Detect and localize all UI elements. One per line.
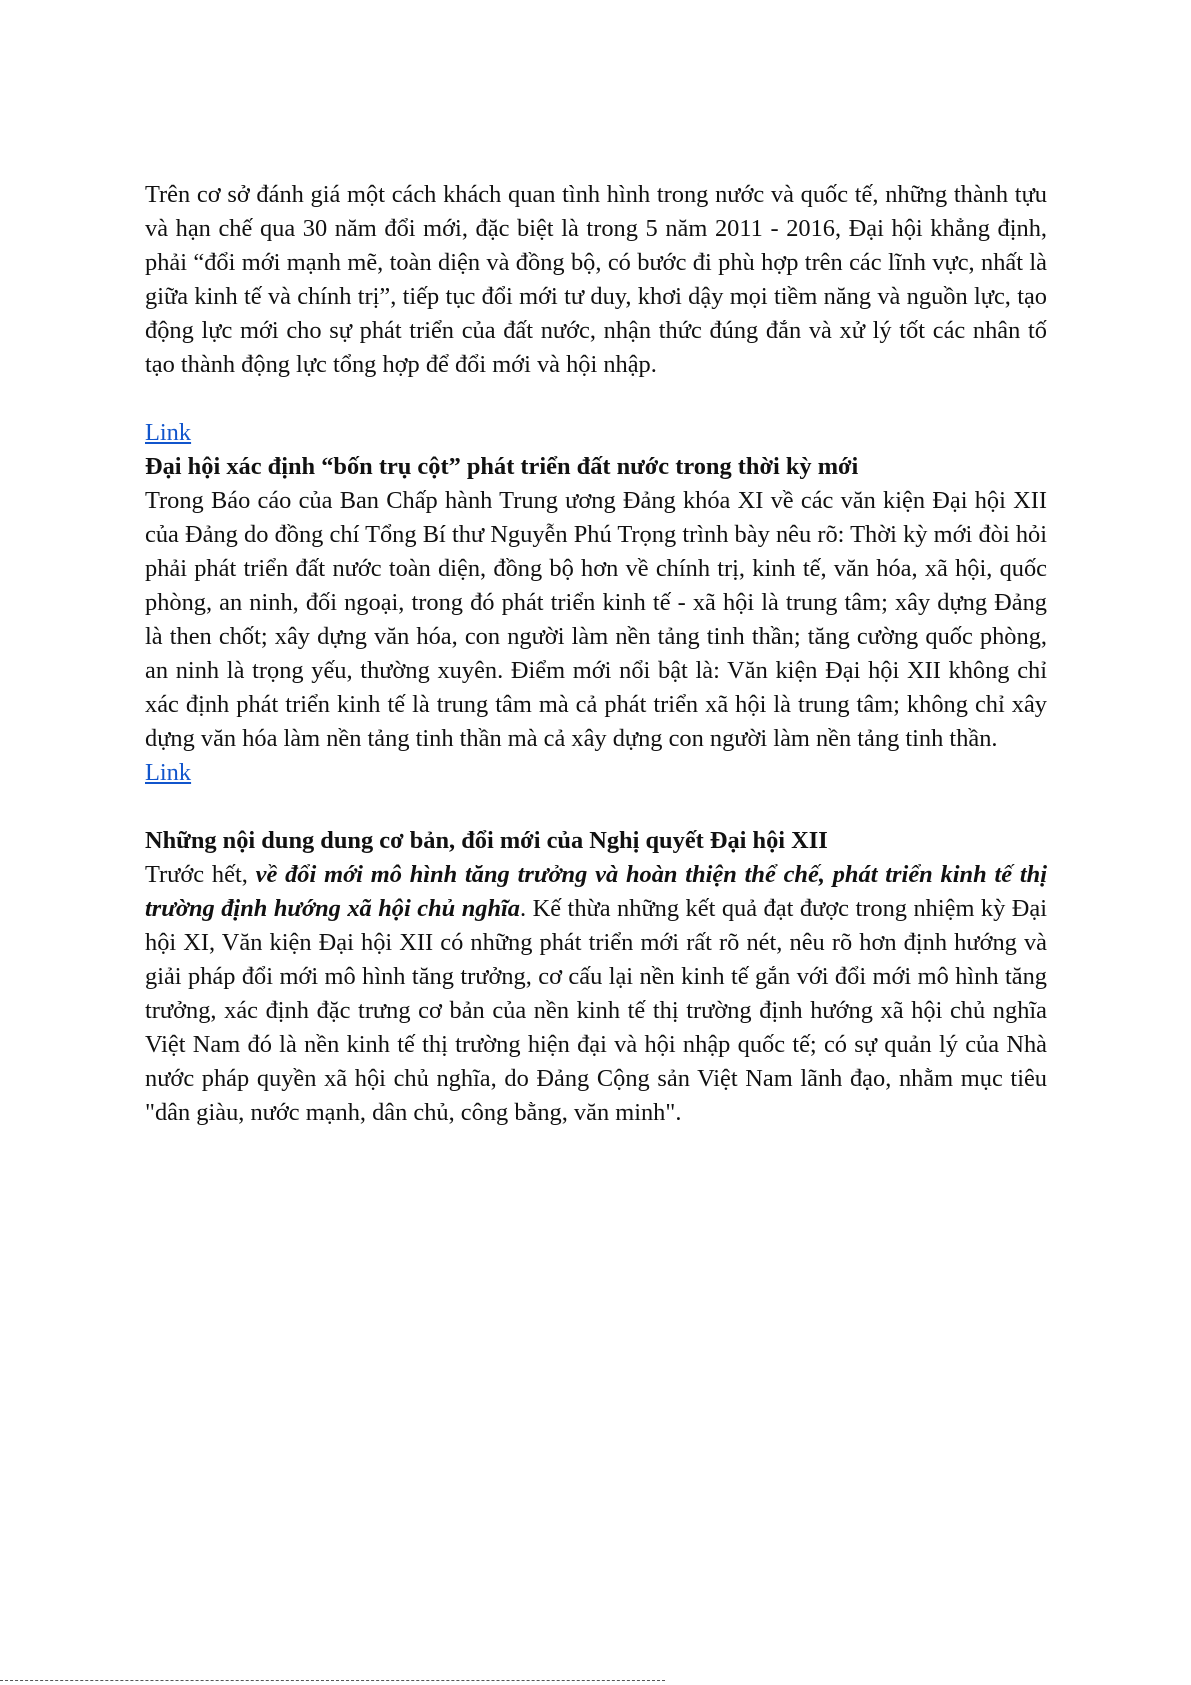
spacer [145,790,1047,824]
spacer [145,382,1047,416]
section-heading-resolution: Những nội dung dung cơ bản, đổi mới của Nghị quyết Đại hội XII [145,827,828,854]
page-bottom-rule [0,1680,665,1681]
four-pillars-paragraph: Trong Báo cáo của Ban Chấp hành Trung ương Đảng khóa XI về các văn kiện Đại hội XII của Đảng do đồng chí Tổng Bí thư Nguyễn Phú Trọng trình bày nêu rõ: Thời kỳ mới đòi hỏi phải phát triển đất nước toàn diện, đồng bộ hơn về chính trị, kinh tế, văn hóa, xã hội, quốc phòng, an ninh, đối ngoại, trong đó phát triển kinh tế - xã hội là trung tâm; xây dựng Đảng là then chốt; xây dựng văn hóa, con người làm nền tảng tinh thần; tăng cường quốc phòng, an ninh là trọng yếu, thường xuyên. Điểm mới nổi bật là: Văn kiện Đại hội XII không chỉ xác định phát triển kinh tế là trung tâm mà cả phát triển xã hội là trung tâm; không chỉ xây dựng văn hóa làm nền tảng tinh thần mà cả xây dựng con người làm nền tảng tinh thần. [145,487,1047,752]
resolution-body-text: . Kế thừa những kết quả đạt được trong nhiệm kỳ Đại hội XI, Văn kiện Đại hội XII có những phát triển mới rất rõ nét, nêu rõ hơn định hướng và giải pháp đổi mới mô hình tăng trưởng, cơ cấu lại nền kinh tế gắn với đổi mới mô hình tăng trưởng, xác định đặc trưng cơ bản của nền kinh tế thị trường định hướng xã hội chủ nghĩa Việt Nam đó là nền kinh tế thị trường hiện đại và hội nhập quốc tế; có sự quản lý của Nhà nước pháp quyền xã hội chủ nghĩa, do Đảng Cộng sản Việt Nam lãnh đạo, nhằm mục tiêu "dân giàu, nước mạnh, dân chủ, công bằng, văn minh". [145,895,1048,1126]
document-page [145,178,1047,1130]
section-heading-four-pillars: Đại hội xác định “bốn trụ cột” phát triển đất nước trong thời kỳ mới [145,453,859,480]
intro-paragraph: Trên cơ sở đánh giá một cách khách quan tình hình trong nước và quốc tế, những thành tựu và hạn chế qua 30 năm đổi mới, đặc biệt là trong 5 năm 2011 - 2016, Đại hội khẳng định, phải “đổi mới mạnh mẽ, toàn diện và đồng bộ, có bước đi phù hợp trên các lĩnh vực, nhất là giữa kinh tế và chính trị”, tiếp tục đổi mới tư duy, khơi dậy mọi tiềm năng và nguồn lực, tạo động lực mới cho sự phát triển của đất nước, nhận thức đúng đắn và xử lý tốt các nhân tố tạo thành động lực tổng hợp để đổi mới và hội nhập. [145,181,1047,378]
resolution-paragraph [145,858,1047,1130]
source-link-1[interactable]: Link [145,419,192,446]
source-link-2[interactable]: Link [145,759,192,786]
resolution-emphasis-text: về đổi mới mô hình tăng trưởng và hoàn thiện thể chế, phát triển kinh tế thị trường định hướng xã hội chủ nghĩa [145,861,1047,922]
resolution-intro-text: Trước hết, [145,861,256,888]
